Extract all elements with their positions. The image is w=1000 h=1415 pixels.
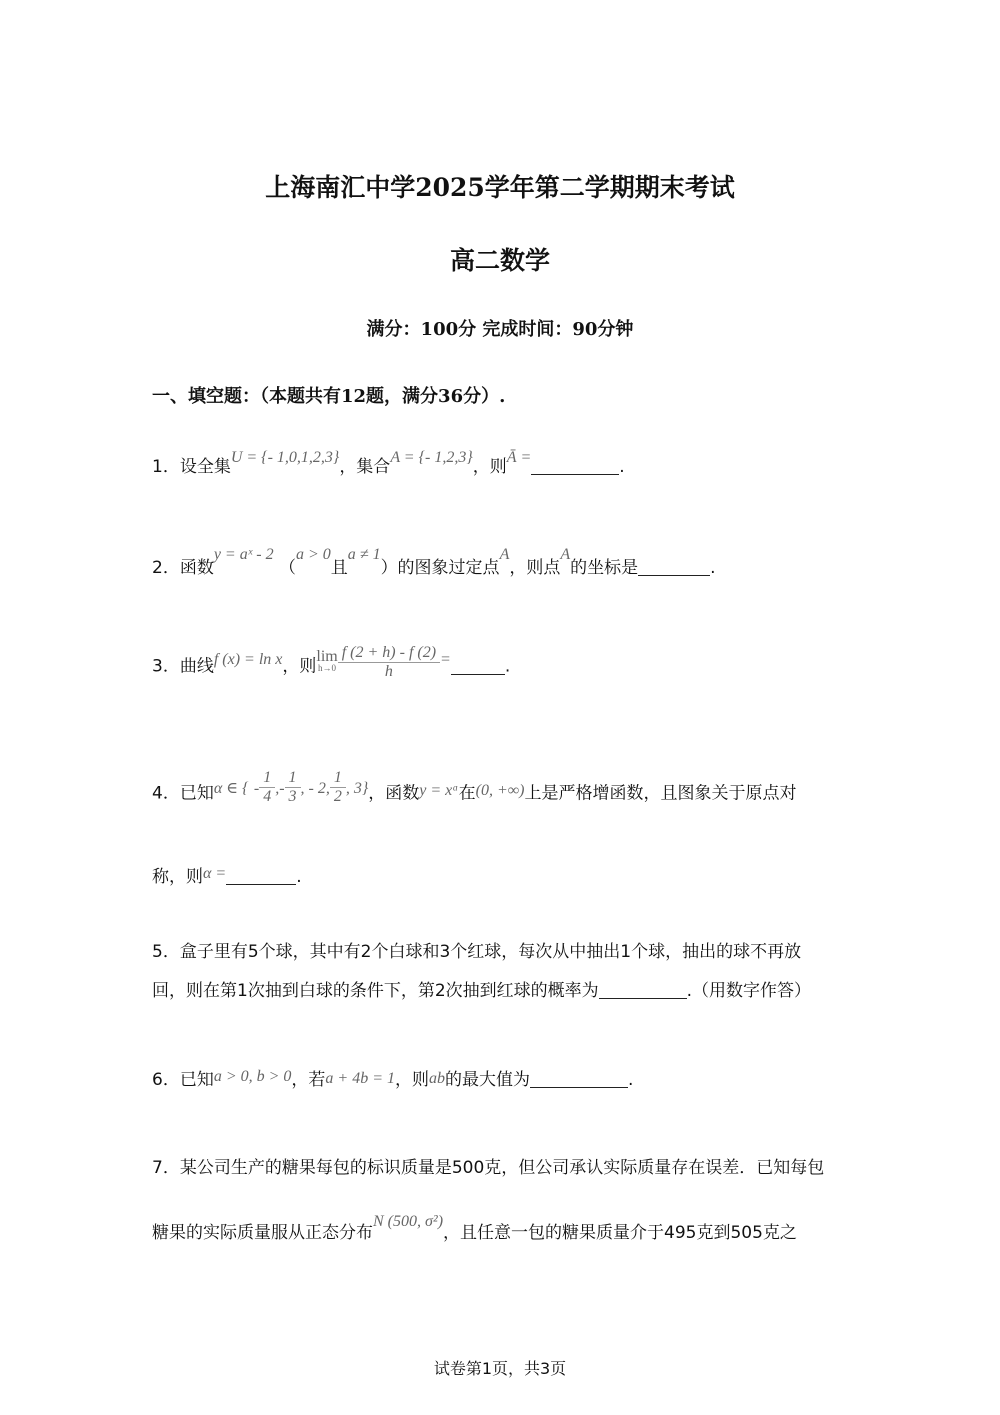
q6-math-equation: a + 4b = 1 — [325, 1070, 396, 1087]
q2-and: 且 — [330, 558, 348, 578]
q4-math-power: y = xᵅ — [419, 781, 459, 799]
q1-prefix: 1．设全集 — [152, 457, 231, 477]
q6-end: . — [628, 1070, 634, 1090]
q6-tail: 的最大值为 — [445, 1070, 531, 1090]
q4-comma-1: , — [275, 779, 280, 797]
q7-line2-post: ，且任意一包的糖果质量介于495克到505克之 — [443, 1223, 797, 1243]
q2-then: ，则点 — [509, 558, 561, 578]
q4-minus-1: - — [253, 779, 260, 797]
q6-if: ，若 — [291, 1070, 326, 1090]
q3-prefix: 3．曲线 — [152, 656, 214, 677]
question-4-line-2 — [152, 862, 302, 887]
question-7: 7．某公司生产的糖果每包的标识质量是500克，但公司承认实际质量存在误差．已知每包 — [152, 1158, 825, 1178]
question-4 — [152, 769, 797, 812]
question-5: 5．盒子里有5个球，其中有2个白球和3个红球，每次从中抽出1个球，抽出的球不再放 — [152, 942, 802, 962]
q1-math-complement: Ā = — [506, 449, 532, 466]
q4-minus-2: - — [279, 779, 285, 797]
q3-equals: = — [440, 650, 451, 668]
q3-lim-label: lim — [316, 648, 338, 665]
q4-frac-2-den: 3 — [288, 788, 297, 805]
exam-subject: 高二数学 — [449, 246, 550, 275]
q4-math-set-start: α ∈ { — [213, 779, 249, 797]
question-2 — [152, 546, 716, 578]
q6-math-condition: a > 0, b > 0 — [213, 1068, 292, 1085]
q4-prefix: 4．已知 — [152, 783, 214, 804]
q4-set-end: , 3} — [345, 779, 369, 797]
q4-frac-3-den: 2 — [333, 788, 342, 805]
q4-mid-values: , - 2, — [300, 779, 330, 797]
q4-frac-3-num: 1 — [330, 769, 346, 788]
q3-numerator: f (2 + h) - f (2) — [338, 644, 440, 663]
q4-math-alpha: α = — [203, 865, 227, 882]
question-3 — [152, 644, 511, 685]
q1-then: ，则 — [472, 457, 507, 477]
question-5-line-2 — [152, 976, 811, 1001]
q7-line2-pre: 糖果的实际质量服从正态分布 — [152, 1223, 373, 1243]
q5-line2-pre: 回，则在第1次抽到白球的条件下，第2次抽到红球的概率为 — [152, 981, 599, 1001]
q3-end: . — [504, 656, 511, 677]
q1-math-universal-set: U = {- 1,0,1,2,3} — [230, 449, 340, 466]
q4-frac-1 — [259, 769, 275, 806]
q6-math-ab: ab — [429, 1070, 446, 1087]
q1-mid: ，集合 — [339, 457, 391, 477]
q3-answer-blank — [451, 656, 505, 675]
page-footer: 试卷第1页，共3页 — [433, 1359, 567, 1378]
q4-frac-1-den: 4 — [263, 788, 272, 805]
q4-frac-1-num: 1 — [259, 769, 275, 788]
q4-frac-2-num: 1 — [285, 769, 301, 788]
q3-denominator: h — [384, 663, 393, 680]
q6-answer-blank — [530, 1069, 628, 1088]
q3-fraction — [338, 644, 440, 681]
q4-tail: 上是严格增函数，且图象关于原点对 — [524, 783, 797, 804]
q4-frac-3 — [330, 769, 346, 806]
q3-then: ，则 — [282, 656, 317, 677]
q3-math-curve: f (x) = ln x — [213, 650, 283, 668]
exam-info: 满分：100分 完成时间：90分钟 — [366, 319, 634, 340]
q2-math-point: A — [499, 546, 510, 563]
exam-title: 上海南汇中学2025学年第二学期期末考试 — [265, 173, 735, 202]
q4-line2-prefix: 称，则 — [152, 867, 203, 887]
q6-then: ，则 — [395, 1070, 430, 1090]
q2-end: . — [710, 558, 716, 578]
q1-end: . — [619, 457, 625, 477]
q2-mid: ）的图象过定点 — [380, 558, 500, 578]
q5-answer-blank — [599, 980, 687, 999]
q4-func-label: ，函数 — [368, 783, 420, 804]
q2-answer-blank — [638, 557, 710, 576]
q2-math-function: y = aˣ - 2 — [213, 546, 274, 563]
q4-frac-2 — [285, 769, 301, 806]
q2-paren-open: （ — [278, 558, 296, 578]
q2-math-cond-1: a > 0 — [295, 546, 331, 563]
question-6 — [152, 1065, 633, 1090]
q4-math-interval: (0, +∞) — [475, 781, 525, 799]
q7-math-normal: N (500, σ²) — [373, 1213, 444, 1230]
q2-math-point-2: A — [560, 546, 571, 563]
q6-prefix: 6．已知 — [152, 1070, 214, 1090]
q4-on: 在 — [458, 783, 476, 804]
q5-line2-post: .（用数字作答） — [686, 981, 812, 1001]
q4-answer-blank — [226, 866, 296, 885]
q1-math-set-a: A = {- 1,2,3} — [390, 449, 473, 466]
q4-end: . — [296, 867, 302, 887]
section-heading-fill-in: 一、填空题：（本题共有12题，满分36分）. — [152, 386, 506, 407]
q3-lim-sub: h→0 — [318, 663, 337, 673]
q3-limit — [316, 648, 337, 673]
q1-answer-blank — [531, 456, 619, 475]
question-7-line-2 — [152, 1213, 797, 1243]
q2-math-cond-2: a ≠ 1 — [347, 546, 381, 563]
q2-tail: 的坐标是 — [570, 558, 639, 578]
question-1 — [152, 449, 625, 477]
q2-prefix: 2．函数 — [152, 558, 214, 578]
